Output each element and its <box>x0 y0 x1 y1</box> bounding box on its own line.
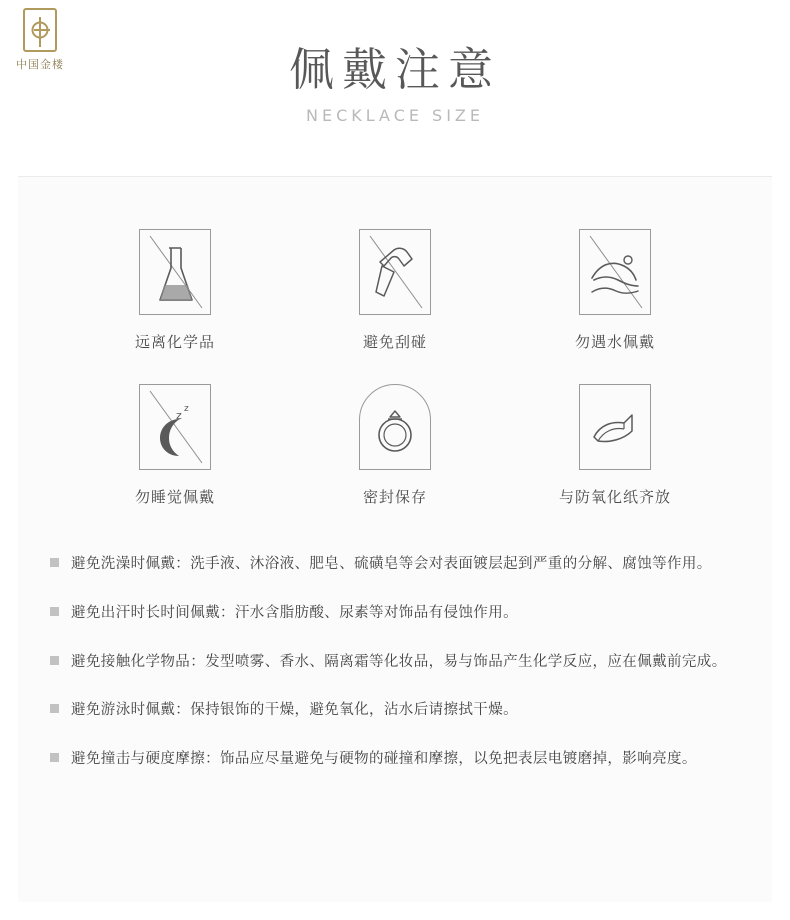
care-icon-grid <box>65 177 725 507</box>
ring-pouch-icon <box>359 384 431 470</box>
care-item-label: 密封保存 <box>362 488 427 506</box>
content-panel <box>18 176 772 902</box>
note-text: 避免洗澡时佩戴：洗手液、沐浴液、肥皂、硫磺皂等会对表面镀层起到严重的分解、腐蚀等作用。 <box>71 556 712 572</box>
hand-water-icon <box>579 229 651 315</box>
note-text: 避免接触化学物品：发型喷雾、香水、隔离霜等化妆品，易与饰品产生化学反应，应在佩戴前完成。 <box>71 653 727 670</box>
list-item <box>50 649 740 676</box>
care-item-label: 勿睡觉佩戴 <box>134 488 215 506</box>
care-item <box>65 229 285 352</box>
bullet-icon <box>50 656 59 665</box>
care-item-label: 避免刮碰 <box>362 333 427 351</box>
bullet-icon <box>50 607 59 616</box>
list-item <box>50 551 740 578</box>
care-item-label: 勿遇水佩戴 <box>574 333 655 351</box>
svg-text:z: z <box>176 409 182 422</box>
page-header <box>0 0 790 125</box>
note-text: 避免出汗时长时间佩戴：汗水含脂肪酸、尿素等对饰品有侵蚀作用。 <box>71 604 518 621</box>
care-item-label: 与防氧化纸齐放 <box>558 488 671 506</box>
care-item <box>65 384 285 507</box>
brand-name: 中国金楼 <box>16 58 64 71</box>
care-item <box>285 229 505 352</box>
page-title: 佩戴注意 <box>288 43 501 96</box>
page-subtitle: NECKLACE SIZE <box>306 106 484 126</box>
list-item <box>50 746 740 773</box>
care-item-label: 远离化学品 <box>134 333 215 351</box>
care-item <box>505 229 725 352</box>
care-item <box>285 384 505 507</box>
paper-sheets-icon <box>579 384 651 470</box>
bullet-icon <box>50 558 59 567</box>
list-item <box>50 600 740 627</box>
hammer-icon <box>359 229 431 315</box>
bullet-icon <box>50 704 59 713</box>
shield-monogram-icon <box>23 8 57 52</box>
note-text: 避免撞击与硬度摩擦：饰品应尽量避免与硬物的碰撞和摩擦，以免把表层电镀磨掉，影响亮度。 <box>71 751 697 768</box>
moon-sleep-icon <box>139 384 211 470</box>
care-item <box>505 384 725 507</box>
chemical-flask-icon <box>139 229 211 315</box>
note-text: 避免游泳时佩戴：保持银饰的干燥，避免氧化，沾水后请擦拭干燥。 <box>71 702 518 719</box>
bullet-icon <box>50 753 59 762</box>
brand-logo <box>8 8 72 72</box>
care-notes-list <box>50 551 740 773</box>
svg-text:z: z <box>184 404 189 414</box>
list-item <box>50 697 740 724</box>
